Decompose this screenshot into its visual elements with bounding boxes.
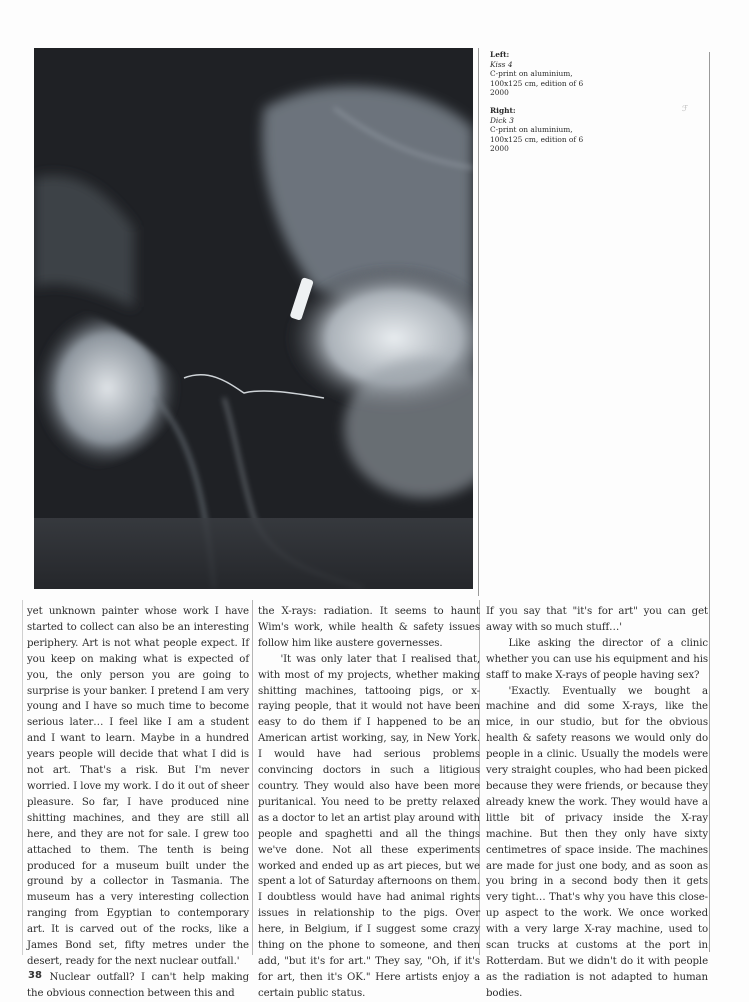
caption-left-medium: C-print on aluminium, [490,69,573,79]
paragraph: yet unknown painter whose work I have started to collect can also be an interesting periphery. Art is not what people expect. If you keep on making what is expected of you, the only person you are going to surprise is your banker. I pretend I am very young and I have so much time to become serious later… I feel like I am a student and I want to learn. Maybe in a hundred years people will decide that what I did is not art. That's a risk. But I'm never worried. I love my work. I do it out of sheer pleasure. So far, I have produced nine shitting machines, and they are still all here, and they are not for sale. I grew too attached to them. The tenth is being produced for a museum built under the ground by a collector in Tasmania. The museum has a very interesting collection ranging from Egyptian to contemporary art. It is carved out of the rocks, like a James Bond set, fifty metres under the desert, ready for the next nuclear outfall.' [27,606,249,967]
paragraph: 'Exactly. Eventually we bought a machine and did some X-rays, like the mice, in our studio, but for the obvious health & safety reasons we would only do people in a clinic. Usually the models were very straight couples, who had been picked because they were friends, or because they already knew the work. They would have a little bit of privacy inside the X-ray machine. But then they only have sixty centimetres of space inside. The machines are made for just one body, and as soon as you bring in a second body then it gets very tight… That's why you have this close-up aspect to the work. We once worked with a very large X-ray machine, used to scan trucks at customs at the port in Rotterdam. But we didn't do it with people as the radiation is not adapted to human bodies. [486,685,708,999]
column-rule-0 [22,600,23,955]
caption-left-year: 2000 [490,88,509,98]
paragraph: If you say that "it's for art" you can get away with so much stuff…' [486,606,708,633]
page-right-rule [709,52,710,952]
caption-right-year: 2000 [490,144,509,154]
xray-bottom-shadow [34,518,473,589]
caption-right-medium: C-print on aluminium, [490,125,573,135]
page-number: 38 [28,970,42,981]
xray-image [34,48,473,589]
caption-left-size: 100x125 cm, edition of 6 [490,78,584,88]
photo-right-rule [478,48,479,596]
paragraph: Nuclear outfall? I can't help making the obvious connection between this and [27,971,249,999]
paragraph: the X-rays: radiation. It seems to haunt Wim's work, while health & safety issues follow him like austere governesses. [258,606,480,649]
xray-photograph [34,48,473,589]
caption-right [490,106,640,154]
paragraph: 'It was only later that I realised that, with most of my projects, whether making shitting machines, tattooing pigs, or x-raying people, that it would not have been easy to do them if I happened to be an American artist working, say, in New York. I would have had serious problems convincing doctors in such a litigious country. They would also have been more puritanical. You need to be pretty relaxed as a doctor to let an artist play around with people and spaghetti and all the things we've done. Not all these experiments worked and ended up as art pieces, but we spent a lot of Saturday afternoons on them. I doubtless would have had animal rights issues in relationship to the pigs. Over here, in Belgium, if I suggest some crazy thing on the phone to someone, and then add, "but it's for art." They say, "Oh, if it's for art, then it's OK." Here artists enjoy a certain public status. [258,653,480,999]
text-column-2 [258,604,480,1002]
caption-left-title: Kiss 4 [490,59,513,69]
photo-caption [490,50,640,162]
column-rule-1 [252,600,253,955]
caption-right-label: Right: [490,105,516,115]
paragraph: Like asking the director of a clinic whether you can use his equipment and his staff to make X-rays of people having sex? [486,637,708,681]
margin-mark: ℱ [682,104,689,113]
caption-right-title: Dick 3 [490,115,514,125]
text-column-3 [486,604,708,1002]
caption-left [490,50,640,98]
caption-right-size: 100x125 cm, edition of 6 [490,134,584,144]
text-column-1 [27,604,249,1002]
caption-left-label: Left: [490,50,510,59]
